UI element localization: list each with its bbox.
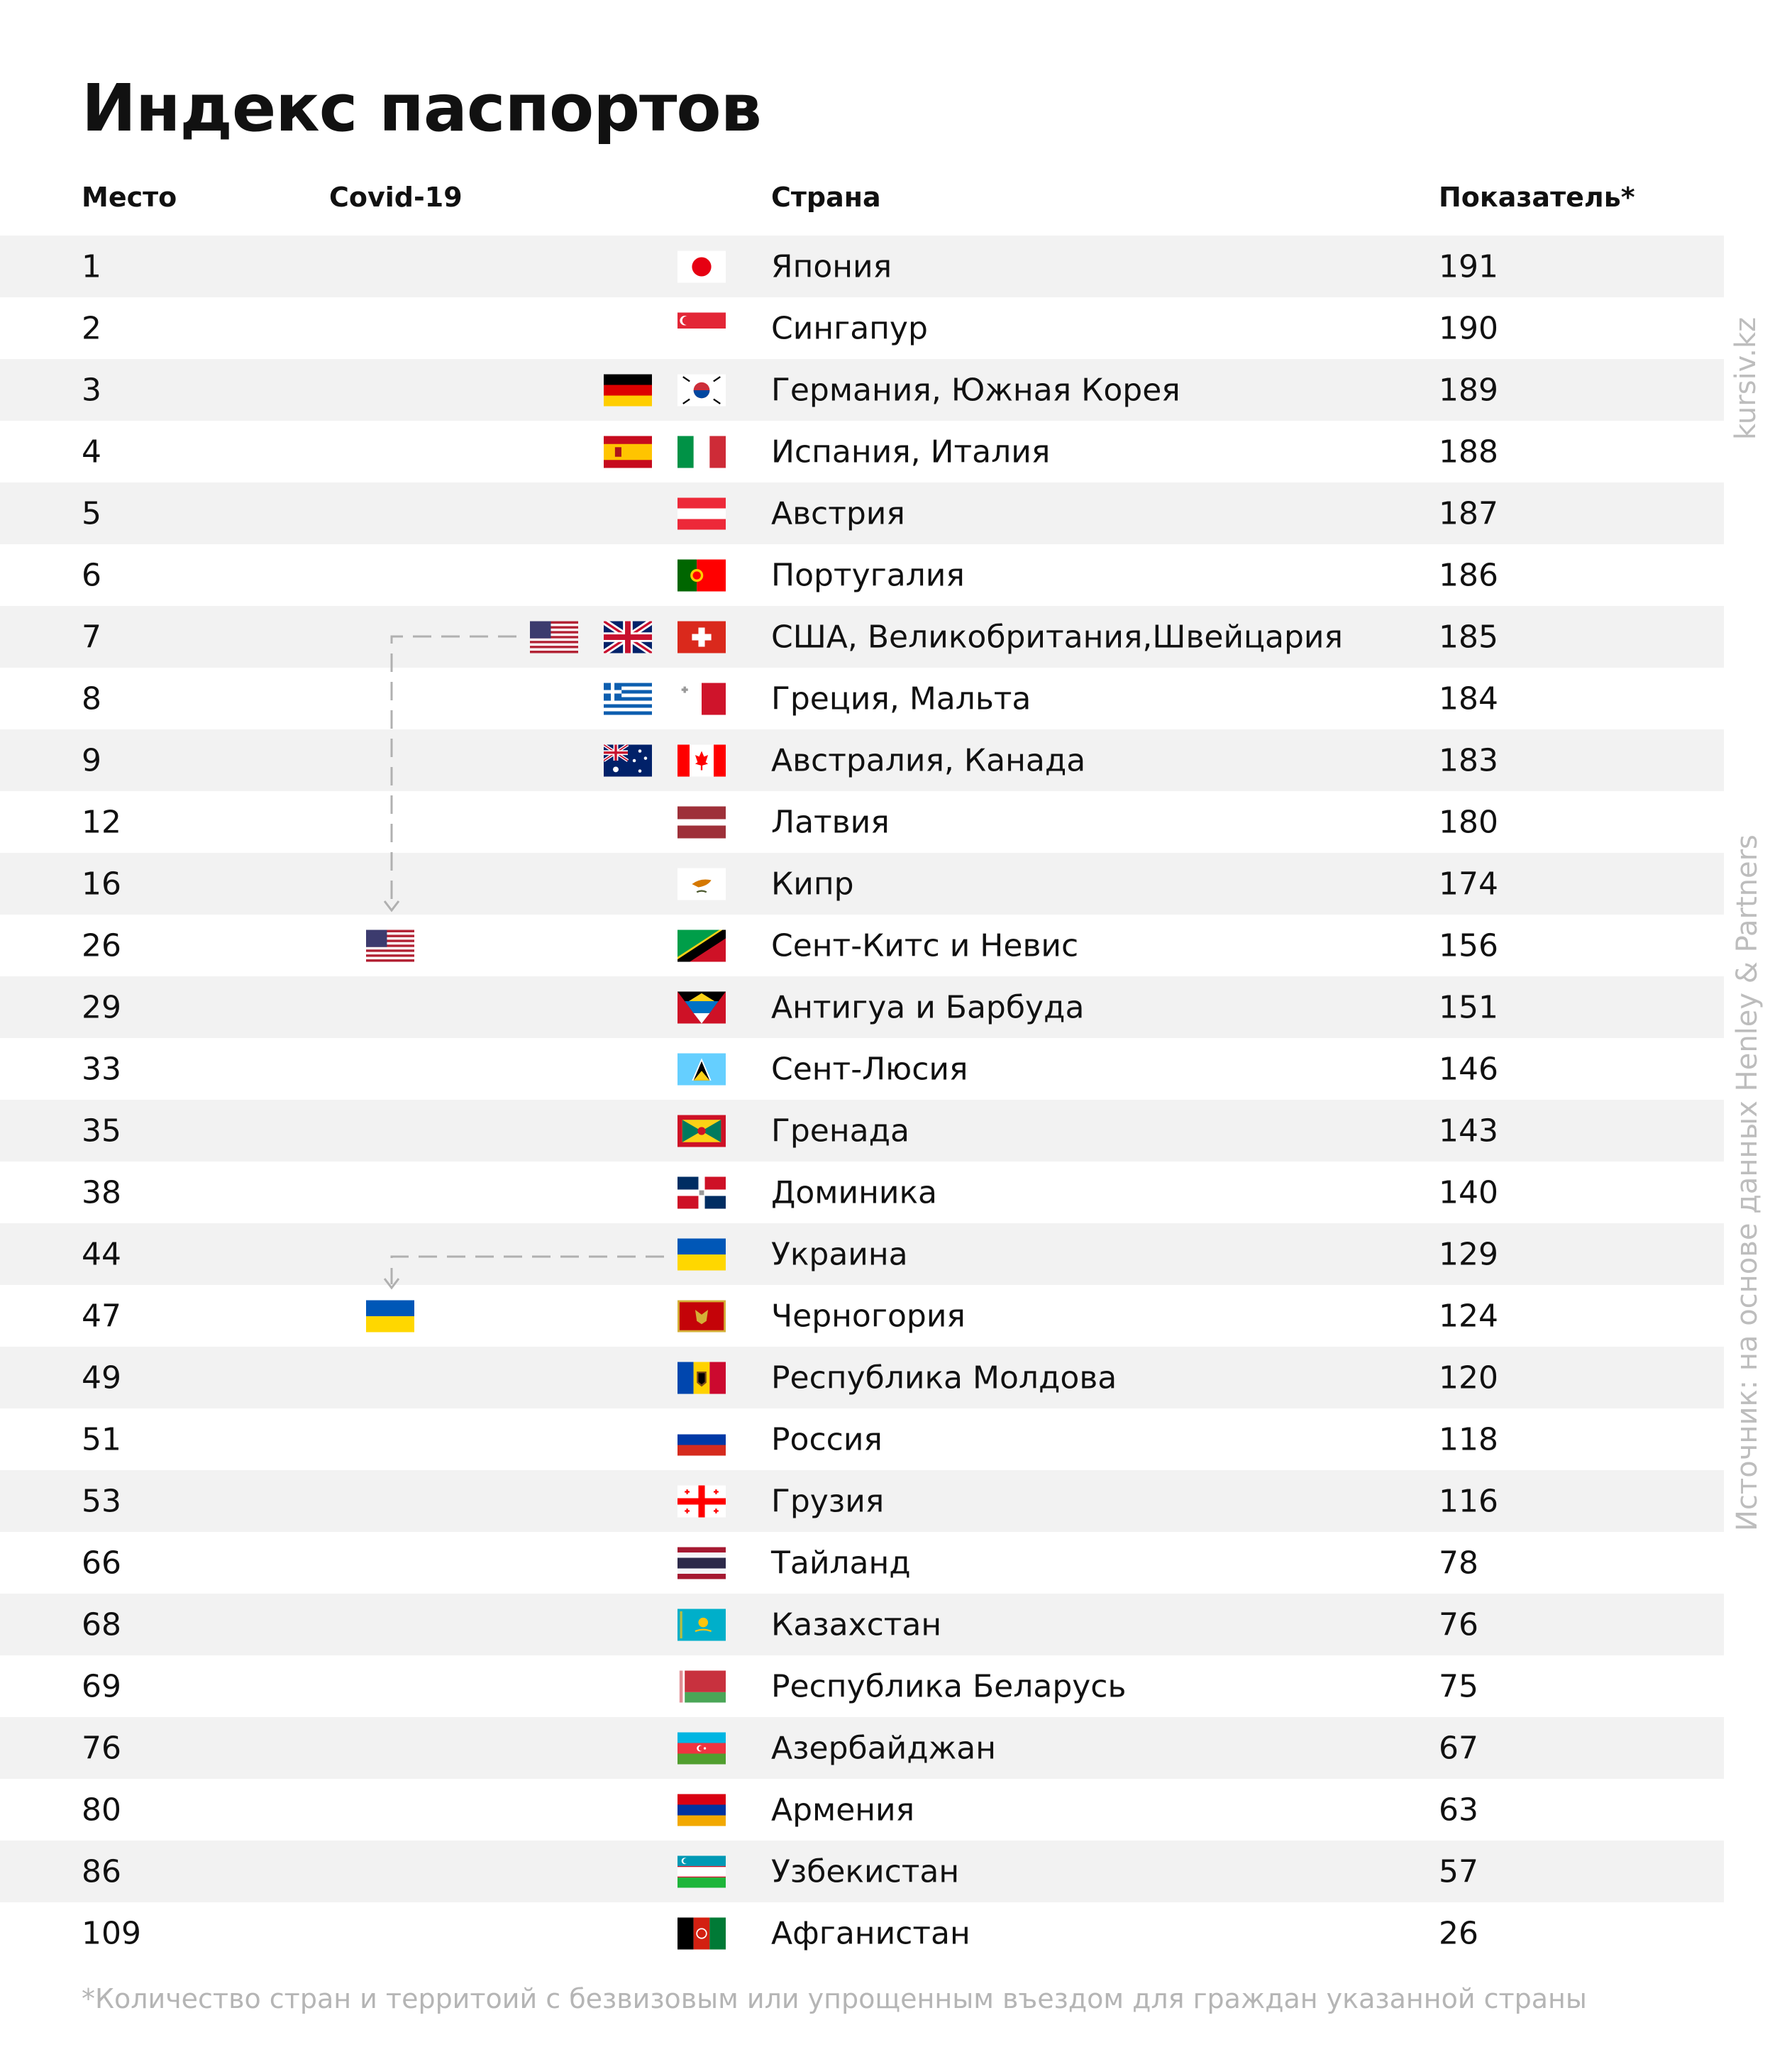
flag-austria-icon bbox=[677, 497, 726, 529]
rank-cell: 6 bbox=[82, 557, 101, 593]
rank-cell: 51 bbox=[82, 1421, 121, 1457]
score-cell: 57 bbox=[1439, 1853, 1478, 1890]
rank-cell: 3 bbox=[82, 372, 101, 408]
country-cell: Узбекистан bbox=[771, 1853, 960, 1890]
rank-cell: 9 bbox=[82, 742, 101, 778]
rank-cell: 35 bbox=[82, 1113, 121, 1149]
flag-dominican-icon bbox=[677, 1176, 726, 1208]
flag-afghanistan-icon bbox=[677, 1917, 726, 1949]
score-cell: 174 bbox=[1439, 866, 1498, 902]
score-cell: 129 bbox=[1439, 1236, 1498, 1272]
score-cell: 191 bbox=[1439, 248, 1498, 285]
score-cell: 120 bbox=[1439, 1359, 1498, 1396]
watermark: kursiv.kz bbox=[1730, 316, 1762, 440]
score-cell: 183 bbox=[1439, 742, 1498, 778]
header-covid: Covid-19 bbox=[329, 182, 463, 213]
rank-cell: 16 bbox=[82, 866, 121, 902]
country-cell: Австрия bbox=[771, 495, 905, 531]
rank-cell: 7 bbox=[82, 619, 101, 655]
score-cell: 188 bbox=[1439, 434, 1498, 470]
table-row bbox=[0, 1100, 1724, 1162]
table-row bbox=[0, 1902, 1724, 1964]
table-row bbox=[0, 791, 1724, 853]
table-row bbox=[0, 421, 1724, 482]
rank-cell: 38 bbox=[82, 1174, 121, 1210]
flag-ukraine-icon bbox=[677, 1238, 726, 1270]
score-cell: 75 bbox=[1439, 1668, 1478, 1704]
score-cell: 76 bbox=[1439, 1606, 1478, 1643]
score-cell: 63 bbox=[1439, 1792, 1478, 1828]
flag-saint-kitts-and-nevis-icon bbox=[677, 930, 726, 961]
country-cell: Кипр bbox=[771, 866, 854, 902]
flag-usa-icon bbox=[530, 621, 578, 653]
table-row bbox=[0, 1347, 1724, 1408]
table-row bbox=[0, 544, 1724, 606]
score-cell: 67 bbox=[1439, 1730, 1478, 1766]
score-cell: 190 bbox=[1439, 310, 1498, 346]
table-row bbox=[0, 359, 1724, 421]
flag-spain-icon bbox=[604, 436, 652, 468]
rank-cell: 2 bbox=[82, 310, 101, 346]
country-cell: Афганистан bbox=[771, 1915, 970, 1951]
country-cell: Сент-Китс и Невис bbox=[771, 927, 1079, 964]
country-cell: Казахстан bbox=[771, 1606, 942, 1643]
table-row bbox=[0, 606, 1724, 668]
flag-germany-icon bbox=[604, 374, 652, 406]
rank-cell: 26 bbox=[82, 927, 121, 964]
flag-azerbaijan-icon bbox=[677, 1732, 726, 1764]
score-cell: 151 bbox=[1439, 989, 1498, 1025]
flag-italy-icon bbox=[677, 436, 726, 468]
table-row bbox=[0, 976, 1724, 1038]
rank-cell: 69 bbox=[82, 1668, 121, 1704]
rank-cell: 53 bbox=[82, 1483, 121, 1519]
table-row bbox=[0, 1038, 1724, 1100]
table-row bbox=[0, 1223, 1724, 1285]
rank-cell: 8 bbox=[82, 680, 101, 717]
flag-russia-icon bbox=[677, 1423, 726, 1455]
score-cell: 156 bbox=[1439, 927, 1498, 964]
flag-kazakhstan-icon bbox=[677, 1609, 726, 1640]
score-cell: 189 bbox=[1439, 372, 1498, 408]
flag-latvia-icon bbox=[677, 806, 726, 838]
score-cell: 124 bbox=[1439, 1298, 1498, 1334]
flag-georgia-icon bbox=[677, 1485, 726, 1517]
country-cell: Сент-Люсия bbox=[771, 1051, 968, 1087]
rank-cell: 44 bbox=[82, 1236, 121, 1272]
score-cell: 146 bbox=[1439, 1051, 1498, 1087]
flag-portugal-icon bbox=[677, 559, 726, 591]
country-cell: Япония bbox=[771, 248, 892, 285]
flag-australia-icon bbox=[604, 744, 652, 776]
rank-cell: 86 bbox=[82, 1853, 121, 1890]
flag-uzbekistan-icon bbox=[677, 1855, 726, 1887]
score-cell: 143 bbox=[1439, 1113, 1498, 1149]
flag-canada-icon bbox=[677, 744, 726, 776]
country-cell: Германия, Южная Корея bbox=[771, 372, 1180, 408]
flag-usa-covid-icon bbox=[366, 930, 414, 961]
country-cell: Гренада bbox=[771, 1113, 909, 1149]
country-cell: Тайланд bbox=[771, 1545, 911, 1581]
table-row bbox=[0, 668, 1724, 729]
flag-grenada-icon bbox=[677, 1115, 726, 1147]
score-cell: 140 bbox=[1439, 1174, 1498, 1210]
table-row bbox=[0, 1841, 1724, 1902]
header-country: Страна bbox=[771, 182, 881, 213]
rank-cell: 68 bbox=[82, 1606, 121, 1643]
country-cell: Доминика bbox=[771, 1174, 937, 1210]
score-cell: 118 bbox=[1439, 1421, 1498, 1457]
country-cell: Республика Беларусь bbox=[771, 1668, 1127, 1704]
table-row bbox=[0, 482, 1724, 544]
country-cell: Испания, Италия bbox=[771, 434, 1051, 470]
country-cell: Греция, Мальта bbox=[771, 680, 1031, 717]
rank-cell: 49 bbox=[82, 1359, 121, 1396]
header-score: Показатель* bbox=[1439, 182, 1635, 213]
rank-cell: 47 bbox=[82, 1298, 121, 1334]
country-cell: Украина bbox=[771, 1236, 908, 1272]
score-cell: 26 bbox=[1439, 1915, 1478, 1951]
table-row bbox=[0, 1285, 1724, 1347]
rank-cell: 33 bbox=[82, 1051, 121, 1087]
flag-armenia-icon bbox=[677, 1794, 726, 1826]
source-note: Источник: на основе данных Henley & Partners bbox=[1731, 834, 1764, 1531]
flag-belarus-icon bbox=[677, 1670, 726, 1702]
flag-uk-icon bbox=[604, 621, 652, 653]
score-cell: 78 bbox=[1439, 1545, 1478, 1581]
flag-switzerland-icon bbox=[677, 621, 726, 653]
country-cell: США, Великобритания,Швейцария bbox=[771, 619, 1343, 655]
page-title: Индекс паспортов bbox=[82, 70, 761, 146]
country-cell: Черногория bbox=[771, 1298, 966, 1334]
country-cell: Латвия bbox=[771, 804, 890, 840]
flag-thailand-icon bbox=[677, 1547, 726, 1579]
country-cell: Россия bbox=[771, 1421, 883, 1457]
rank-cell: 76 bbox=[82, 1730, 121, 1766]
rank-cell: 80 bbox=[82, 1792, 121, 1828]
country-cell: Азербайджан bbox=[771, 1730, 996, 1766]
table-row bbox=[0, 1470, 1724, 1532]
table-row bbox=[0, 1717, 1724, 1779]
table-row bbox=[0, 1779, 1724, 1841]
rank-cell: 12 bbox=[82, 804, 121, 840]
country-cell: Антигуа и Барбуда bbox=[771, 989, 1085, 1025]
passport-table bbox=[0, 236, 1724, 1964]
flag-singapore-icon bbox=[677, 312, 726, 344]
flag-montenegro-icon bbox=[677, 1300, 726, 1332]
flag-greece-icon bbox=[604, 683, 652, 715]
flag-malta-icon bbox=[677, 683, 726, 715]
rank-cell: 66 bbox=[82, 1545, 121, 1581]
flag-cyprus-icon bbox=[677, 868, 726, 900]
score-cell: 180 bbox=[1439, 804, 1498, 840]
score-cell: 116 bbox=[1439, 1483, 1498, 1519]
flag-saint-lucia-icon bbox=[677, 1053, 726, 1085]
flag-japan-icon bbox=[677, 250, 726, 282]
rank-cell: 4 bbox=[82, 434, 101, 470]
table-row bbox=[0, 915, 1724, 976]
table-row bbox=[0, 1655, 1724, 1717]
rank-cell: 1 bbox=[82, 248, 101, 285]
country-cell: Армения bbox=[771, 1792, 915, 1828]
table-row bbox=[0, 1162, 1724, 1223]
score-cell: 186 bbox=[1439, 557, 1498, 593]
rank-cell: 29 bbox=[82, 989, 121, 1025]
score-cell: 184 bbox=[1439, 680, 1498, 717]
flag-ukraine-covid-icon bbox=[366, 1300, 414, 1332]
table-row bbox=[0, 853, 1724, 915]
table-row bbox=[0, 1532, 1724, 1594]
country-cell: Португалия bbox=[771, 557, 965, 593]
rank-cell: 109 bbox=[82, 1915, 141, 1951]
flag-moldova-icon bbox=[677, 1362, 726, 1394]
table-row bbox=[0, 236, 1724, 297]
table-row bbox=[0, 1408, 1724, 1470]
table-row bbox=[0, 1594, 1724, 1655]
flag-south-korea-icon bbox=[677, 374, 726, 406]
rank-cell: 5 bbox=[82, 495, 101, 531]
footnote: *Количество стран и территоий с безвизовым или упрощенным въездом для граждан указанной страны bbox=[82, 1983, 1587, 2014]
score-cell: 185 bbox=[1439, 619, 1498, 655]
country-cell: Республика Молдова bbox=[771, 1359, 1117, 1396]
table-row bbox=[0, 729, 1724, 791]
table-row bbox=[0, 297, 1724, 359]
score-cell: 187 bbox=[1439, 495, 1498, 531]
country-cell: Сингапур bbox=[771, 310, 928, 346]
country-cell: Грузия bbox=[771, 1483, 885, 1519]
country-cell: Австралия, Канада bbox=[771, 742, 1086, 778]
header-rank: Место bbox=[82, 182, 177, 213]
flag-antigua-and-barbuda-icon bbox=[677, 991, 726, 1023]
